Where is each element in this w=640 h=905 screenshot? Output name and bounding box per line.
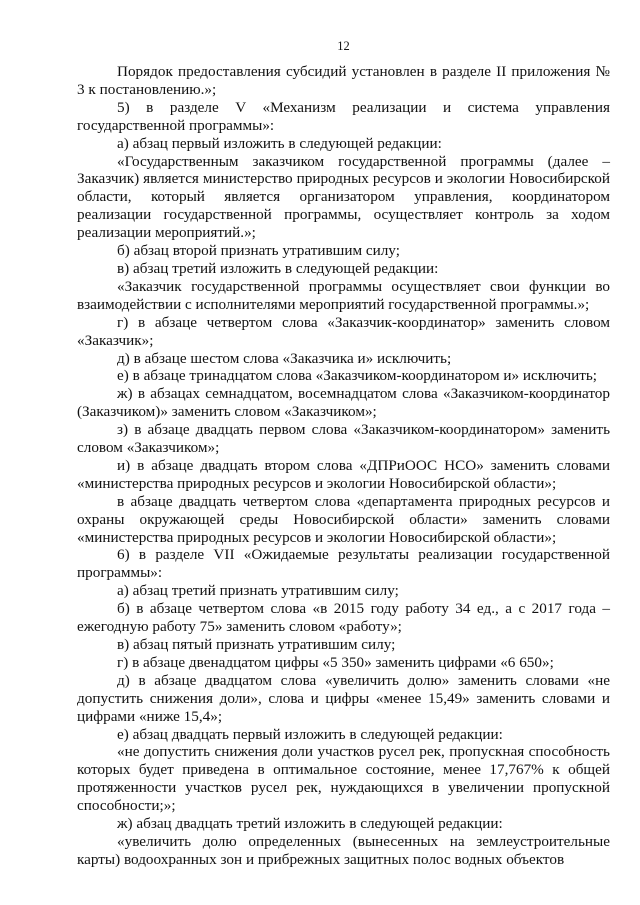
paragraph: г) в абзаце четвертом слова «Заказчик-координатор» заменить словом «Заказчик»; <box>77 313 610 349</box>
paragraph: 6) в разделе VII «Ожидаемые результаты реализации государственной программы»: <box>77 546 610 582</box>
paragraph: б) абзац второй признать утратившим силу; <box>117 242 400 260</box>
paragraph: «не допустить снижения доли участков русел рек, пропускная способность которых будет приведена в оптимальное состояние, менее 17,767% к общей протяженности участков русел рек, нуждающихся в увеличении пропускной способности;»; <box>77 743 610 815</box>
paragraph: в абзаце двадцать четвертом слова «департамента природных ресурсов и охраны окружающей среды Новосибирской области» заменить словами «министерства природных ресурсов и экологии Новосибирской области»; <box>77 492 610 546</box>
paragraph: е) в абзаце тринадцатом слова «Заказчиком-координатором и» исключить; <box>117 367 598 385</box>
paragraph: б) в абзаце четвертом слова «в 2015 году работу 34 ед., а с 2017 года – ежегодную работу 75» заменить словом «работу»; <box>77 600 610 636</box>
page-number: 12 <box>337 39 350 53</box>
paragraph: «увеличить долю определенных (вынесенных на землеустроительные карты) водоохранных зон и прибрежных защитных полос водных объектов <box>77 832 610 868</box>
paragraph: и) в абзаце двадцать втором слова «ДПРиООС НСО» заменить словами «министерства природных ресурсов и экологии Новосибирской области»; <box>77 456 610 492</box>
paragraph: з) в абзаце двадцать первом слова «Заказчиком-координатором» заменить словом «Заказчиком»; <box>77 421 610 457</box>
paragraph: Порядок предоставления субсидий установлен в разделе II приложения № 3 к постановлению.»; <box>77 63 610 98</box>
paragraph: г) в абзаце двенадцатом цифры «5 350» заменить цифрами «6 650»; <box>117 653 554 671</box>
paragraph: в) абзац пятый признать утратившим силу; <box>117 636 396 653</box>
document-body <box>77 63 610 869</box>
paragraph: ж) в абзацах семнадцатом, восемнадцатом слова «Заказчиком-координатор (Заказчиком)» заменить словом «Заказчиком»; <box>77 385 610 421</box>
paragraph: е) абзац двадцать первый изложить в следующей редакции: <box>117 725 503 743</box>
paragraph: д) в абзаце двадцатом слова «увеличить долю» заменить словами «не допустить снижения доли», слова и цифры «менее 15,49» заменить словами и цифрами «ниже 15,4»; <box>77 671 610 725</box>
paragraph: д) в абзаце шестом слова «Заказчика и» исключить; <box>117 349 452 367</box>
paragraph: 5) в разделе V «Механизм реализации и система управления государственной программы»: <box>77 98 610 134</box>
paragraph: ж) абзац двадцать третий изложить в следующей редакции: <box>117 815 503 833</box>
paragraph: «Заказчик государственной программы осуществляет свои функции во взаимодействии с исполнителями мероприятий государственной программы.»; <box>77 277 610 313</box>
paragraph: а) абзац первый изложить в следующей редакции: <box>117 134 442 152</box>
paragraph: а) абзац третий признать утратившим силу; <box>117 582 399 600</box>
paragraph: «Государственным заказчиком государственной программы (далее – Заказчик) является министерство природных ресурсов и экологии Новосибирской области, который является организатором управления, координатором реализации государственной программы, осуществляет контроль за ходом реализации мероприятий.»; <box>77 152 610 242</box>
paragraph: в) абзац третий изложить в следующей редакции: <box>117 259 439 277</box>
